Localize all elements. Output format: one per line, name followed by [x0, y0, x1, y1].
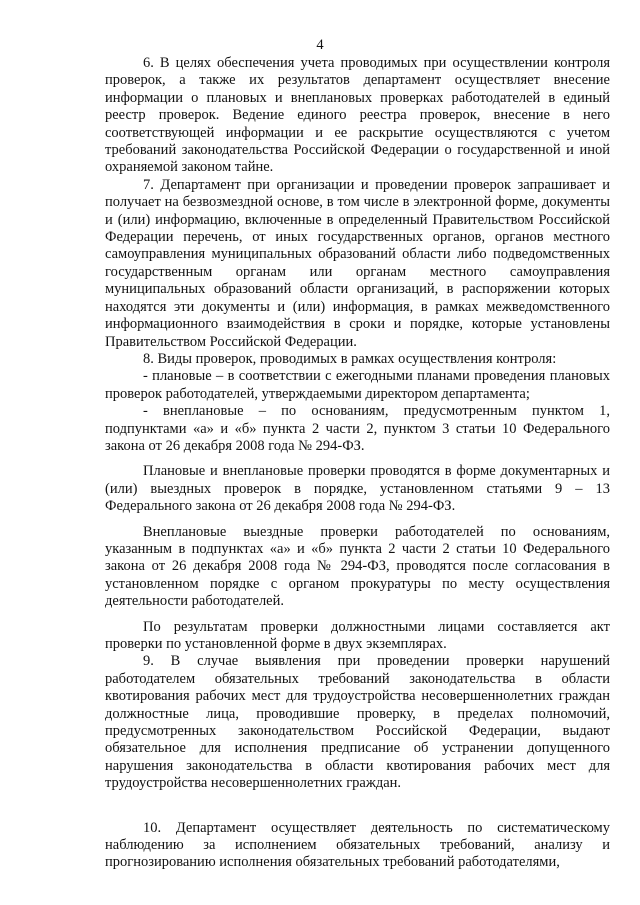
list-item-unplanned-checks: - внеплановые – по основаниям, предусмотренным пунктом 1, подпунктами «а» и «б» пункта 2 части 2, пунктом 3 статьи 10 Федерального закона от 26 декабря 2008 года № 294-ФЗ.: [105, 403, 610, 454]
page-number: 4: [316, 37, 324, 53]
document-body: [105, 55, 610, 872]
paragraph-7: 7. Департамент при организации и проведении проверок запрашивает и получает на безвозмездной основе, в том числе в электронной форме, документы и (или) информацию, включенные в определенный Правительством Российской Федерации перечень, от иных государственных органов, органов местного самоуправления муниципальных образований области либо подведомственных государственным органам или органам местного самоуправления муниципальных образований области организаций, в распоряжении которых находятся эти документы и (или) информация, в рамках межведомственного информационного взаимодействия в сроки и порядке, которые установлены Правительством Российской Федерации.: [105, 176, 610, 350]
paragraph-10: 10. Департамент осуществляет деятельность по систематическому наблюдению за исполнением обязательных требований, анализу и прогнозированию исполнения обязательных требований работодателями,: [105, 819, 610, 871]
paragraph-check-forms: Плановые и внеплановые проверки проводятся в форме документарных и (или) выездных проверок в порядке, установленном статьями 9 – 13 Федерального закона от 26 декабря 2008 года № 294-ФЗ.: [105, 463, 610, 515]
list-item-planned-checks: - плановые – в соответствии с ежегодными планами проведения плановых проверок работодателей, утверждаемыми директором департамента;: [105, 368, 610, 402]
paragraph-9: 9. В случае выявления при проведении проверки нарушений работодателем обязательных требований законодательства в области квотирования рабочих мест для трудоустройства несовершеннолетних граждан должностные лица, проводившие проверку, в пределах полномочий, предусмотренных законодательством Российской Федерации, выдают обязательное для исполнения предписание об устранении допущенного нарушения законодательства в области квотирования рабочих мест для трудоустройства несовершеннолетних граждан.: [105, 653, 610, 792]
paragraph-check-act: По результатам проверки должностными лицами составляется акт проверки по установленной форме в двух экземплярах.: [105, 618, 610, 652]
paragraph-6: 6. В целях обеспечения учета проводимых при осуществлении контроля проверок, а также их результатов департамент осуществляет внесение информации о плановых и внеплановых проверках работодателей в единый реестр проверок. Ведение единого реестра проверок, внесение в него соответствующей информации и ее раскрытие осуществляются с учетом требований законодательства Российской Федерации о государственной и иной охраняемой законом тайне.: [105, 55, 610, 176]
paragraph-unplanned-site-checks: Внеплановые выездные проверки работодателей по основаниям, указанным в подпунктах «а» и «б» пункта 2 части 2 статьи 10 Федерального закона от 26 декабря 2008 года № 294-ФЗ, проводятся после согласования в установленном порядке с органом прокуратуры по месту осуществления деятельности работодателей.: [105, 523, 610, 610]
paragraph-8: 8. Виды проверок, проводимых в рамках осуществления контроля:: [143, 350, 557, 367]
